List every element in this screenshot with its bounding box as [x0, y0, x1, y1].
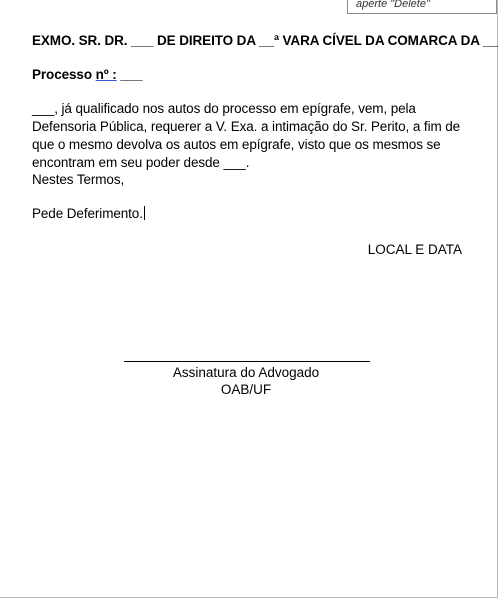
tooltip-text: aperte "Delete"	[356, 0, 430, 10]
header-line	[32, 32, 498, 49]
process-line	[32, 66, 143, 83]
process-number-label[interactable]: nº :	[95, 67, 117, 82]
closing-line-1: Nestes Termos,	[32, 172, 125, 187]
header-middle: DE DIREITO DA	[157, 33, 256, 48]
process-blank: ___	[120, 67, 143, 82]
text-cursor	[144, 206, 145, 220]
signature-name: Assinatura do Advogado	[172, 365, 320, 380]
header-blank-3: __	[483, 33, 498, 48]
signature-oab: OAB/UF	[220, 382, 272, 397]
process-label: Processo	[32, 67, 92, 82]
body-paragraph: ___, já qualificado nos autos do processo em epígrafe, vem, pela Defensoria Pública, requerer a V. Exa. a intimação do Sr. Perito, a fim de que o mesmo devolva os autos em epígrafe, visto que os mesmos se encontram em seu poder desde ___.	[32, 101, 461, 170]
header-blank-1: ___	[131, 33, 154, 48]
header-suffix: ª VARA CÍVEL DA COMARCA DA	[273, 33, 480, 48]
header-blank-2: __	[259, 33, 274, 48]
closing-text-2: Pede Deferimento.	[32, 206, 143, 221]
tooltip-hint	[347, 0, 497, 14]
closing-line-2	[32, 205, 472, 223]
signature-line	[124, 361, 370, 362]
header-prefix: EXMO. SR. DR.	[32, 33, 128, 48]
location-date: LOCAL E DATA	[367, 242, 462, 257]
